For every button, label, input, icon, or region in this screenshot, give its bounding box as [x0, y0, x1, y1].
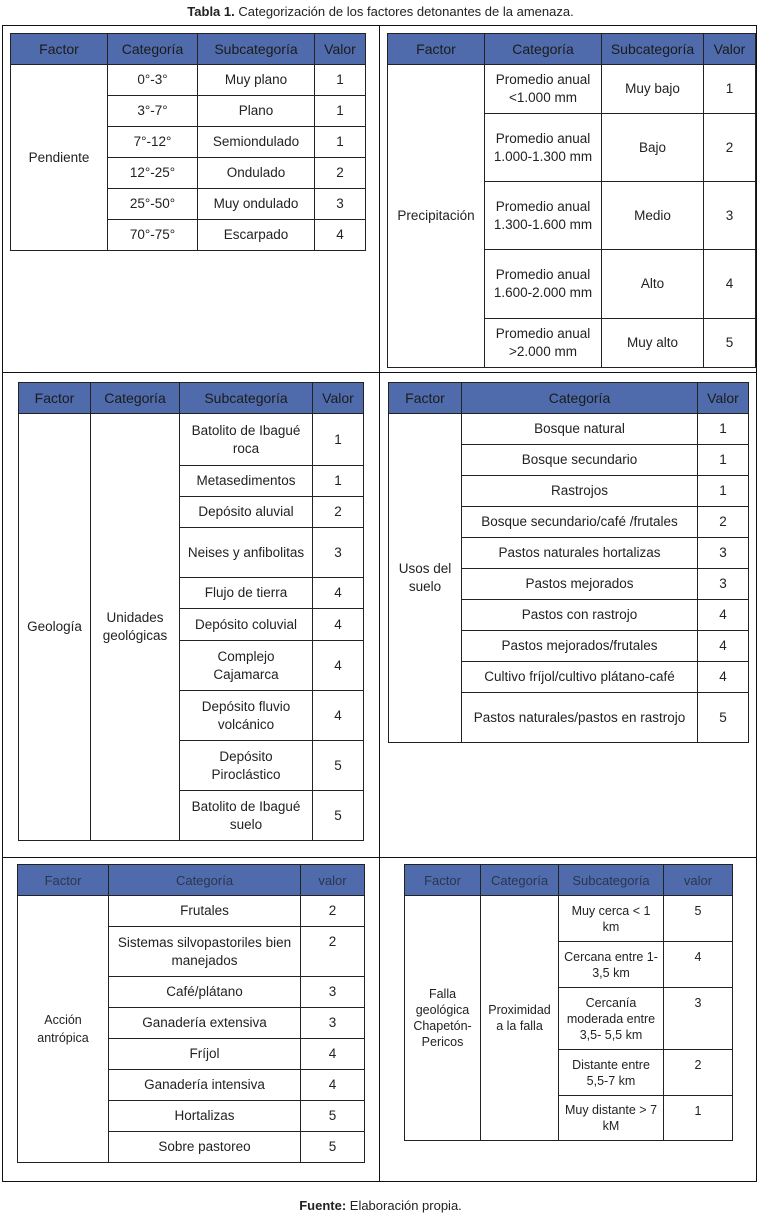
- categoria-cell: Pastos mejorados/frutales: [462, 631, 698, 662]
- valor-cell: 1: [315, 65, 366, 96]
- valor-cell: 2: [313, 497, 364, 528]
- valor-cell: 4: [664, 942, 733, 988]
- header-subcategoria: Subcategoría: [602, 34, 704, 65]
- table-header-row: [18, 865, 365, 896]
- table-header-row: [11, 34, 366, 65]
- subcategoria-cell: Bajo: [602, 114, 704, 182]
- valor-cell: 4: [313, 578, 364, 609]
- header-subcategoria: Subcategoría: [198, 34, 315, 65]
- subcategoria-cell: Complejo Cajamarca: [180, 641, 313, 691]
- subcategoria-cell: Plano: [198, 96, 315, 127]
- subcategoria-cell: Depósito coluvial: [180, 609, 313, 641]
- header-valor: Valor: [704, 34, 756, 65]
- subcategoria-cell: Semiondulado: [198, 127, 315, 158]
- source-note: [0, 1198, 761, 1213]
- subcategoria-cell: Muy alto: [602, 319, 704, 368]
- subcategoria-cell: Ondulado: [198, 158, 315, 189]
- valor-cell: 4: [313, 609, 364, 641]
- table-row: [19, 414, 364, 466]
- header-factor: Factor: [19, 383, 91, 414]
- header-valor: valor: [664, 865, 733, 896]
- valor-cell: 4: [698, 631, 749, 662]
- categoria-cell: Rastrojos: [462, 476, 698, 507]
- valor-cell: 1: [698, 414, 749, 445]
- table-row: [18, 896, 365, 927]
- factor-cell: Acción antrópica: [18, 896, 109, 1163]
- valor-cell: 2: [664, 1050, 733, 1096]
- categoria-cell: 7°-12°: [108, 127, 198, 158]
- valor-cell: 3: [698, 569, 749, 600]
- header-factor: Factor: [388, 34, 485, 65]
- categoria-cell: Promedio anual 1.600-2.000 mm: [485, 250, 602, 319]
- frame-divider-vertical: [379, 25, 380, 1182]
- table-header-row: [405, 865, 733, 896]
- valor-cell: 4: [313, 641, 364, 691]
- subcategoria-cell: Escarpado: [198, 220, 315, 251]
- categoria-cell: Pastos con rastrojo: [462, 600, 698, 631]
- valor-cell: 5: [664, 896, 733, 942]
- factor-cell: Precipitación: [388, 65, 485, 368]
- table-row: [405, 896, 733, 942]
- caption-label: Tabla 1.: [187, 4, 235, 19]
- valor-cell: 5: [313, 791, 364, 841]
- header-valor: Valor: [313, 383, 364, 414]
- valor-cell: 3: [698, 538, 749, 569]
- subcategoria-cell: Distante entre 5,5-7 km: [559, 1050, 664, 1096]
- valor-cell: 2: [704, 114, 756, 182]
- valor-cell: 5: [698, 693, 749, 743]
- table-precipitacion: [387, 33, 756, 368]
- categoria-cell: Bosque natural: [462, 414, 698, 445]
- categoria-cell: Fríjol: [109, 1039, 301, 1070]
- valor-cell: 4: [704, 250, 756, 319]
- table-header-row: [389, 383, 749, 414]
- categoria-cell: 12°-25°: [108, 158, 198, 189]
- factor-cell: Pendiente: [11, 65, 108, 251]
- subcategoria-cell: Muy ondulado: [198, 189, 315, 220]
- categoria-cell: 3°-7°: [108, 96, 198, 127]
- source-text: Elaboración propia.: [346, 1198, 462, 1213]
- valor-cell: 4: [315, 220, 366, 251]
- header-factor: Factor: [389, 383, 462, 414]
- categoria-cell: Pastos mejorados: [462, 569, 698, 600]
- table-row: [11, 65, 366, 96]
- valor-cell: 5: [313, 741, 364, 791]
- valor-cell: 4: [698, 600, 749, 631]
- subcategoria-cell: Neises y anfibolitas: [180, 528, 313, 578]
- categoria-cell: Promedio anual 1.300-1.600 mm: [485, 182, 602, 250]
- header-factor: Factor: [11, 34, 108, 65]
- valor-cell: 3: [315, 189, 366, 220]
- subcategoria-cell: Alto: [602, 250, 704, 319]
- categoria-cell: 70°-75°: [108, 220, 198, 251]
- frame-divider-row-1: [2, 372, 757, 373]
- valor-cell: 5: [301, 1132, 365, 1163]
- caption-text: Categorización de los factores detonantes de la amenaza.: [234, 4, 574, 19]
- categoria-cell: Unidades geológicas: [91, 414, 180, 841]
- subcategoria-cell: Metasedimentos: [180, 466, 313, 497]
- valor-cell: 1: [313, 414, 364, 466]
- categoria-cell: Sobre pastoreo: [109, 1132, 301, 1163]
- valor-cell: 2: [301, 927, 365, 977]
- valor-cell: 1: [313, 466, 364, 497]
- header-subcategoria: Subcategoría: [180, 383, 313, 414]
- valor-cell: 4: [698, 662, 749, 693]
- valor-cell: 3: [313, 528, 364, 578]
- categoria-cell: Ganadería intensiva: [109, 1070, 301, 1101]
- valor-cell: 3: [301, 977, 365, 1008]
- categoria-cell: Promedio anual 1.000-1.300 mm: [485, 114, 602, 182]
- valor-cell: 3: [301, 1008, 365, 1039]
- valor-cell: 4: [313, 691, 364, 741]
- categoria-cell: Proximidad a la falla: [481, 896, 559, 1141]
- categoria-cell: Bosque secundario/café /frutales: [462, 507, 698, 538]
- valor-cell: 1: [698, 476, 749, 507]
- subcategoria-cell: Muy plano: [198, 65, 315, 96]
- valor-cell: 4: [301, 1039, 365, 1070]
- table-header-row: [388, 34, 756, 65]
- header-categoria: Categoría: [108, 34, 198, 65]
- subcategoria-cell: Muy distante > 7 kM: [559, 1096, 664, 1141]
- subcategoria-cell: Depósito aluvial: [180, 497, 313, 528]
- header-valor: Valor: [315, 34, 366, 65]
- categoria-cell: Sistemas silvopastoriles bien manejados: [109, 927, 301, 977]
- header-valor: valor: [301, 865, 365, 896]
- valor-cell: 1: [664, 1096, 733, 1141]
- valor-cell: 1: [315, 127, 366, 158]
- valor-cell: 4: [301, 1070, 365, 1101]
- valor-cell: 3: [704, 182, 756, 250]
- categoria-cell: Ganadería extensiva: [109, 1008, 301, 1039]
- table-row: [389, 414, 749, 445]
- source-label: Fuente:: [299, 1198, 347, 1213]
- valor-cell: 1: [315, 96, 366, 127]
- table-geologia: [18, 382, 364, 841]
- table-header-row: [19, 383, 364, 414]
- categoria-cell: Pastos naturales/pastos en rastrojo: [462, 693, 698, 743]
- header-factor: Factor: [405, 865, 481, 896]
- header-categoria: Categoría: [485, 34, 602, 65]
- valor-cell: 5: [301, 1101, 365, 1132]
- valor-cell: 2: [315, 158, 366, 189]
- categoria-cell: 25°-50°: [108, 189, 198, 220]
- subcategoria-cell: Muy cerca < 1 km: [559, 896, 664, 942]
- header-factor: Factor: [18, 865, 109, 896]
- subcategoria-cell: Muy bajo: [602, 65, 704, 114]
- categoria-cell: Hortalizas: [109, 1101, 301, 1132]
- table-usos-suelo: [388, 382, 749, 743]
- categoria-cell: Café/plátano: [109, 977, 301, 1008]
- header-categoria: Categoría: [91, 383, 180, 414]
- categoria-cell: 0°-3°: [108, 65, 198, 96]
- header-subcategoria: Subcategoría: [559, 865, 664, 896]
- subcategoria-cell: Cercana entre 1-3,5 km: [559, 942, 664, 988]
- table-caption: [0, 4, 761, 19]
- categoria-cell: Frutales: [109, 896, 301, 927]
- table-pendiente: [10, 33, 366, 251]
- table-accion-antropica: [17, 864, 365, 1163]
- categoria-cell: Promedio anual >2.000 mm: [485, 319, 602, 368]
- valor-cell: 2: [301, 896, 365, 927]
- header-categoria: Categoría: [109, 865, 301, 896]
- categoria-cell: Cultivo fríjol/cultivo plátano-café: [462, 662, 698, 693]
- subcategoria-cell: Medio: [602, 182, 704, 250]
- factor-cell: Falla geológica Chapetón-Pericos: [405, 896, 481, 1141]
- subcategoria-cell: Flujo de tierra: [180, 578, 313, 609]
- header-categoria: Categoría: [462, 383, 698, 414]
- valor-cell: 3: [664, 988, 733, 1050]
- header-valor: Valor: [698, 383, 749, 414]
- categoria-cell: Pastos naturales hortalizas: [462, 538, 698, 569]
- table-falla-geologica: [404, 864, 733, 1141]
- valor-cell: 2: [698, 507, 749, 538]
- subcategoria-cell: Cercanía moderada entre 3,5- 5,5 km: [559, 988, 664, 1050]
- factor-cell: Usos del suelo: [389, 414, 462, 743]
- factor-cell: Geología: [19, 414, 91, 841]
- categoria-cell: Bosque secundario: [462, 445, 698, 476]
- frame-divider-row-2: [2, 857, 757, 858]
- categoria-cell: Promedio anual <1.000 mm: [485, 65, 602, 114]
- valor-cell: 5: [704, 319, 756, 368]
- header-categoria: Categoría: [481, 865, 559, 896]
- valor-cell: 1: [704, 65, 756, 114]
- subcategoria-cell: Depósito Piroclástico: [180, 741, 313, 791]
- valor-cell: 1: [698, 445, 749, 476]
- subcategoria-cell: Batolito de Ibagué roca: [180, 414, 313, 466]
- table-row: [388, 65, 756, 114]
- subcategoria-cell: Depósito fluvio volcánico: [180, 691, 313, 741]
- subcategoria-cell: Batolito de Ibagué suelo: [180, 791, 313, 841]
